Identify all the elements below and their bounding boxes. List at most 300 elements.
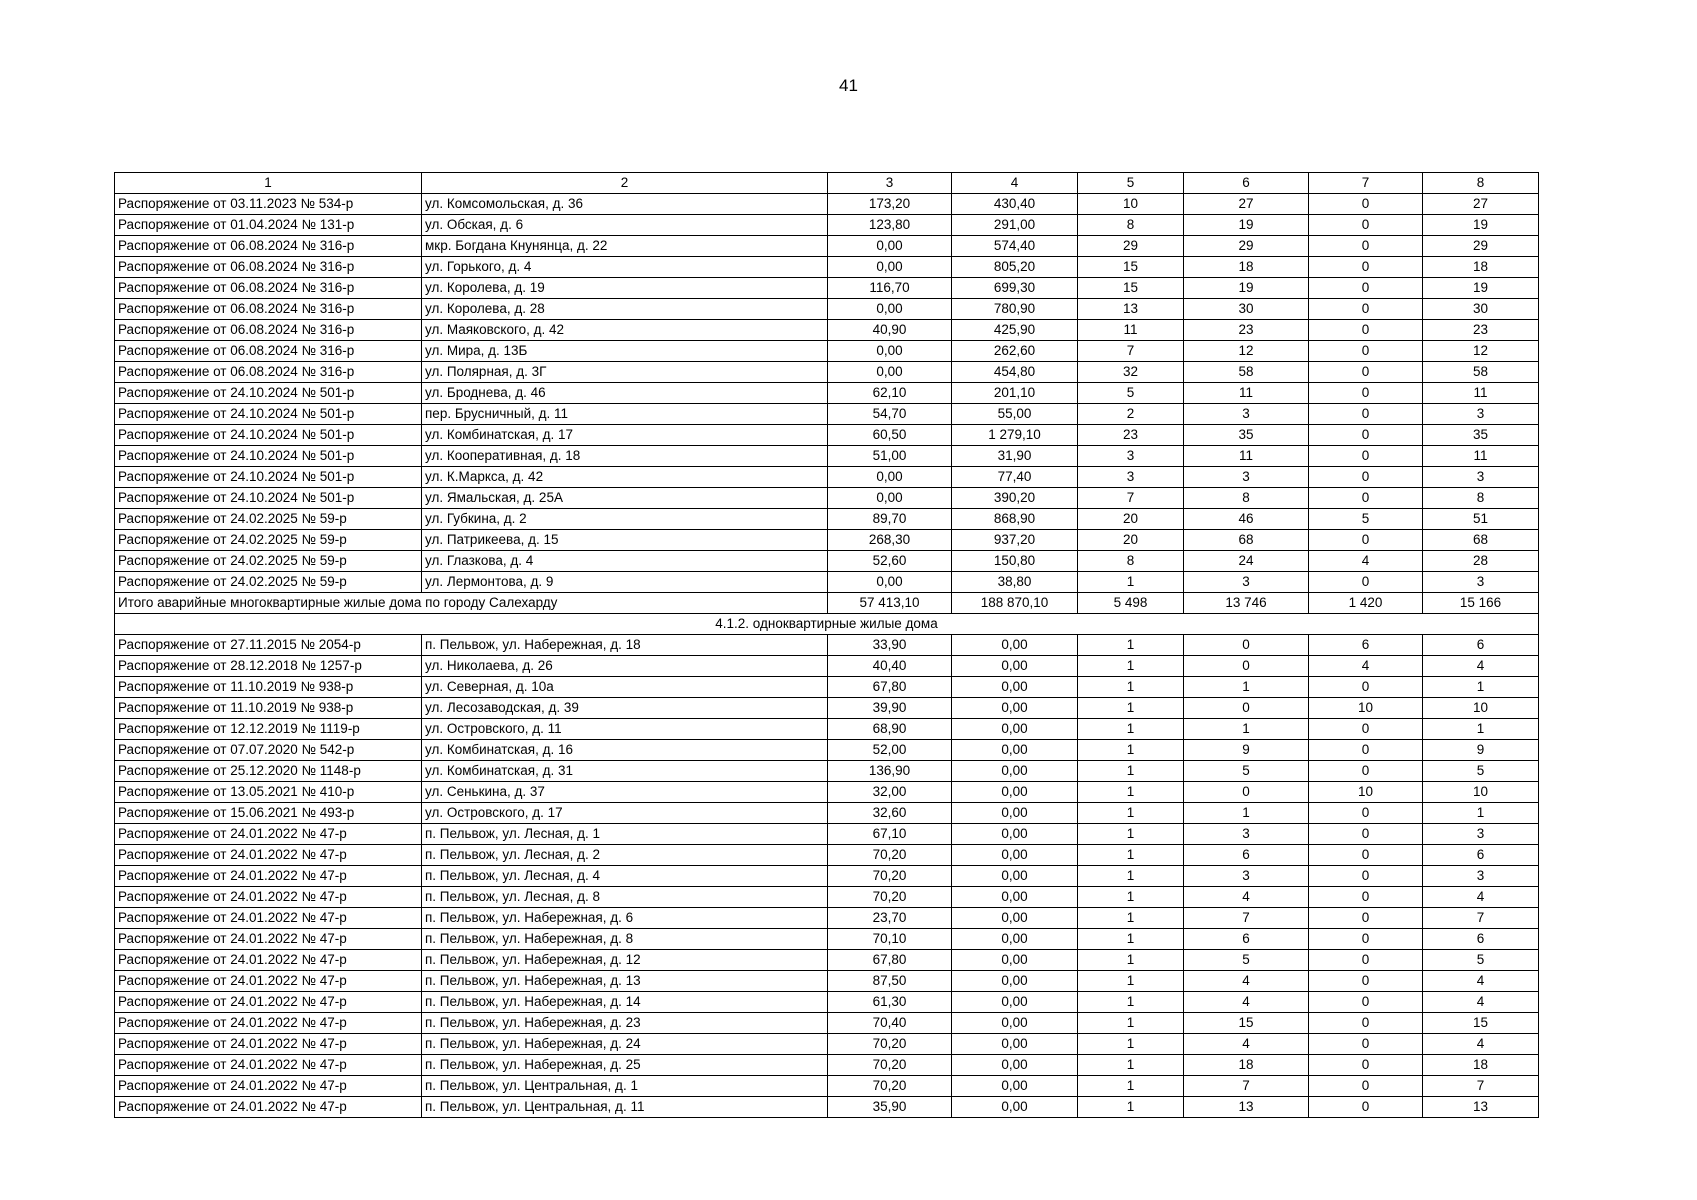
table-cell: 67,80 (828, 950, 952, 971)
table-cell: 6 (1423, 845, 1539, 866)
table-cell: Распоряжение от 24.10.2024 № 501-р (115, 467, 422, 488)
table-cell: Распоряжение от 24.01.2022 № 47-р (115, 1097, 422, 1118)
table-cell: 1 (1078, 908, 1184, 929)
table-cell: 0,00 (952, 635, 1078, 656)
table-cell: ул. К.Маркса, д. 42 (422, 467, 828, 488)
table-row (115, 950, 1539, 971)
table-cell: Распоряжение от 11.10.2019 № 938-р (115, 677, 422, 698)
table-cell: 2 (1078, 404, 1184, 425)
table-row (115, 488, 1539, 509)
table-cell: 55,00 (952, 404, 1078, 425)
table-cell: 1 (1184, 677, 1309, 698)
table-cell: 11 (1184, 446, 1309, 467)
table-row (115, 1076, 1539, 1097)
table-cell: Распоряжение от 24.10.2024 № 501-р (115, 404, 422, 425)
table-cell: 23,70 (828, 908, 952, 929)
table-cell: ул. Обская, д. 6 (422, 215, 828, 236)
table-cell: Распоряжение от 11.10.2019 № 938-р (115, 698, 422, 719)
table-cell: 425,90 (952, 320, 1078, 341)
table-cell: ул. Сенькина, д. 37 (422, 782, 828, 803)
table-cell: Распоряжение от 24.10.2024 № 501-р (115, 488, 422, 509)
table-cell: Распоряжение от 12.12.2019 № 1119-р (115, 719, 422, 740)
table-cell: 87,50 (828, 971, 952, 992)
table-cell: 0 (1309, 1097, 1423, 1118)
table-cell: 0 (1309, 257, 1423, 278)
table-cell: 11 (1184, 383, 1309, 404)
table-cell: 52,60 (828, 551, 952, 572)
table-row (115, 635, 1539, 656)
table-cell: ул. Глазкова, д. 4 (422, 551, 828, 572)
table-cell: 0 (1309, 950, 1423, 971)
table-cell: 4 (1309, 551, 1423, 572)
table-cell: Распоряжение от 25.12.2020 № 1148-р (115, 761, 422, 782)
table-cell: 30 (1184, 299, 1309, 320)
table-cell: 9 (1423, 740, 1539, 761)
table-cell: 0 (1309, 1055, 1423, 1076)
table-cell: 0 (1309, 845, 1423, 866)
table-cell: ул. Ямальская, д. 25А (422, 488, 828, 509)
table-cell: Распоряжение от 24.02.2025 № 59-р (115, 509, 422, 530)
table-cell: Распоряжение от 24.01.2022 № 47-р (115, 1013, 422, 1034)
table-cell: 28 (1423, 551, 1539, 572)
table-cell: 0 (1309, 866, 1423, 887)
table-cell: 51,00 (828, 446, 952, 467)
table-cell: п. Пельвож, ул. Набережная, д. 23 (422, 1013, 828, 1034)
table-cell: п. Пельвож, ул. Набережная, д. 24 (422, 1034, 828, 1055)
table-row (115, 824, 1539, 845)
table-cell: ул. Северная, д. 10а (422, 677, 828, 698)
table-row (115, 782, 1539, 803)
table-cell: 35 (1184, 425, 1309, 446)
table-cell: 0,00 (952, 1034, 1078, 1055)
table-cell: 12 (1423, 341, 1539, 362)
table-cell: Распоряжение от 24.01.2022 № 47-р (115, 845, 422, 866)
table-cell: 0,00 (952, 971, 1078, 992)
table-cell: 5 (1184, 761, 1309, 782)
table-cell: 0 (1309, 299, 1423, 320)
table-row (115, 992, 1539, 1013)
table-cell: 0 (1309, 425, 1423, 446)
table-cell: 780,90 (952, 299, 1078, 320)
total-value: 13 746 (1184, 593, 1309, 614)
table-cell: 13 (1078, 299, 1184, 320)
table-cell: 3 (1423, 404, 1539, 425)
table-cell: 7 (1423, 1076, 1539, 1097)
table-cell: 0,00 (828, 488, 952, 509)
table-cell: 3 (1423, 467, 1539, 488)
table-cell: 20 (1078, 509, 1184, 530)
table-cell: Распоряжение от 15.06.2021 № 493-р (115, 803, 422, 824)
table-row (115, 194, 1539, 215)
table-cell: Распоряжение от 24.01.2022 № 47-р (115, 1076, 422, 1097)
table-cell: 1 (1078, 1055, 1184, 1076)
table-cell: ул. Комбинатская, д. 16 (422, 740, 828, 761)
table-row (115, 299, 1539, 320)
table-cell: 18 (1423, 1055, 1539, 1076)
table-cell: 4 (1184, 992, 1309, 1013)
table-cell: 0,00 (952, 698, 1078, 719)
table-cell: 150,80 (952, 551, 1078, 572)
total-value: 57 413,10 (828, 593, 952, 614)
table-cell: 1 (1078, 782, 1184, 803)
table-cell: 24 (1184, 551, 1309, 572)
table-cell: 0,00 (952, 845, 1078, 866)
table-cell: 4 (1184, 971, 1309, 992)
table-cell: п. Пельвож, ул. Набережная, д. 6 (422, 908, 828, 929)
table-cell: 11 (1423, 383, 1539, 404)
table-cell: ул. Горького, д. 4 (422, 257, 828, 278)
table-cell: ул. Королева, д. 28 (422, 299, 828, 320)
table-cell: 4 (1423, 887, 1539, 908)
table-cell: 0,00 (952, 803, 1078, 824)
table-row (115, 320, 1539, 341)
table-cell: 1 (1184, 803, 1309, 824)
table-cell: 32,00 (828, 782, 952, 803)
table-cell: 15 (1184, 1013, 1309, 1034)
table-cell: 15 (1078, 278, 1184, 299)
table-cell: Распоряжение от 24.10.2024 № 501-р (115, 383, 422, 404)
table-cell: 0 (1309, 530, 1423, 551)
table-cell: 0 (1309, 383, 1423, 404)
table-cell: 0 (1184, 656, 1309, 677)
table-cell: 0 (1309, 740, 1423, 761)
table-cell: 1 (1078, 950, 1184, 971)
table-row (115, 341, 1539, 362)
table-row (115, 971, 1539, 992)
table-cell: 0 (1309, 236, 1423, 257)
table-cell: Распоряжение от 06.08.2024 № 316-р (115, 341, 422, 362)
table-cell: 13 (1423, 1097, 1539, 1118)
table-cell: 4 (1184, 1034, 1309, 1055)
table-cell: 805,20 (952, 257, 1078, 278)
table-cell: 15 (1078, 257, 1184, 278)
table-row (115, 908, 1539, 929)
table-row (115, 467, 1539, 488)
table-row (115, 803, 1539, 824)
table-cell: 3 (1078, 467, 1184, 488)
table-cell: Распоряжение от 24.10.2024 № 501-р (115, 446, 422, 467)
table-cell: п. Пельвож, ул. Набережная, д. 13 (422, 971, 828, 992)
table-cell: 0,00 (952, 677, 1078, 698)
table-cell: 1 279,10 (952, 425, 1078, 446)
table-cell: 20 (1078, 530, 1184, 551)
table-row (115, 236, 1539, 257)
table-cell: 68,90 (828, 719, 952, 740)
table-cell: Распоряжение от 06.08.2024 № 316-р (115, 362, 422, 383)
table-cell: 54,70 (828, 404, 952, 425)
table-cell: ул. Маяковского, д. 42 (422, 320, 828, 341)
table-cell: 1 (1078, 572, 1184, 593)
table-cell: 699,30 (952, 278, 1078, 299)
table-cell: 5 (1184, 950, 1309, 971)
table-cell: 1 (1078, 929, 1184, 950)
table-row (115, 278, 1539, 299)
table-cell: ул. Королева, д. 19 (422, 278, 828, 299)
table-cell: 1 (1078, 635, 1184, 656)
section-heading: 4.1.2. одноквартирные жилые дома (115, 614, 1539, 635)
table-cell: 123,80 (828, 215, 952, 236)
table-cell: ул. Губкина, д. 2 (422, 509, 828, 530)
table-cell: 18 (1184, 1055, 1309, 1076)
table-cell: 0,00 (952, 1055, 1078, 1076)
table-cell: 1 (1078, 1013, 1184, 1034)
table-row (115, 530, 1539, 551)
table-cell: Распоряжение от 27.11.2015 № 2054-р (115, 635, 422, 656)
table-cell: 5 (1078, 383, 1184, 404)
table-cell: 19 (1184, 278, 1309, 299)
table-cell: 0 (1309, 1013, 1423, 1034)
table-cell: 3 (1423, 866, 1539, 887)
table-cell: п. Пельвож, ул. Набережная, д. 14 (422, 992, 828, 1013)
table-cell: 0 (1184, 698, 1309, 719)
table-cell: Распоряжение от 06.08.2024 № 316-р (115, 257, 422, 278)
table-cell: 70,20 (828, 845, 952, 866)
table-cell: 1 (1078, 1034, 1184, 1055)
table-cell: Распоряжение от 01.04.2024 № 131-р (115, 215, 422, 236)
table-cell: 19 (1423, 215, 1539, 236)
table-cell: п. Пельвож, ул. Центральная, д. 1 (422, 1076, 828, 1097)
table-cell: 0,00 (952, 1097, 1078, 1118)
table-cell: 10 (1078, 194, 1184, 215)
table-cell: 39,90 (828, 698, 952, 719)
table-cell: 23 (1078, 425, 1184, 446)
table-cell: 4 (1184, 887, 1309, 908)
column-number-cell: 1 (115, 173, 422, 194)
table-cell: 0,00 (828, 362, 952, 383)
table-cell: 70,20 (828, 1034, 952, 1055)
table-cell: 19 (1423, 278, 1539, 299)
table-cell: 937,20 (952, 530, 1078, 551)
table-row (115, 551, 1539, 572)
table-cell: ул. Броднева, д. 46 (422, 383, 828, 404)
table-cell: ул. Патрикеева, д. 15 (422, 530, 828, 551)
table-cell: Распоряжение от 24.02.2025 № 59-р (115, 530, 422, 551)
table-cell: 1 (1078, 761, 1184, 782)
table-cell: 3 (1184, 824, 1309, 845)
table-cell: 3 (1184, 404, 1309, 425)
table-cell: 0 (1309, 677, 1423, 698)
table-row (115, 362, 1539, 383)
table-cell: 7 (1184, 1076, 1309, 1097)
table-cell: 0 (1184, 635, 1309, 656)
total-value: 15 166 (1423, 593, 1539, 614)
table-row (115, 404, 1539, 425)
table-cell: 8 (1423, 488, 1539, 509)
table-cell: 0 (1309, 404, 1423, 425)
table-cell: 58 (1423, 362, 1539, 383)
table-cell: 3 (1184, 467, 1309, 488)
table-cell: 51 (1423, 509, 1539, 530)
table-cell: ул. Кооперативная, д. 18 (422, 446, 828, 467)
table-cell: 0 (1309, 341, 1423, 362)
table-cell: 0,00 (952, 866, 1078, 887)
table-cell: 0 (1309, 467, 1423, 488)
table-cell: 70,20 (828, 866, 952, 887)
column-number-cell: 2 (422, 173, 828, 194)
table-cell: 9 (1184, 740, 1309, 761)
table-cell: п. Пельвож, ул. Центральная, д. 11 (422, 1097, 828, 1118)
table-cell: Распоряжение от 13.05.2021 № 410-р (115, 782, 422, 803)
table-cell: Распоряжение от 24.01.2022 № 47-р (115, 824, 422, 845)
table-cell: ул. Комсомольская, д. 36 (422, 194, 828, 215)
section-heading-row (115, 614, 1539, 635)
table-cell: 4 (1309, 656, 1423, 677)
table-cell: 6 (1184, 929, 1309, 950)
table-cell: 0 (1309, 572, 1423, 593)
table-cell: ул. Комбинатская, д. 31 (422, 761, 828, 782)
table-cell: п. Пельвож, ул. Набережная, д. 8 (422, 929, 828, 950)
table-cell: 0 (1309, 1076, 1423, 1097)
table-cell: 67,80 (828, 677, 952, 698)
table-cell: 29 (1078, 236, 1184, 257)
table-cell: 0 (1309, 194, 1423, 215)
table-cell: 1 (1078, 824, 1184, 845)
table-cell: 430,40 (952, 194, 1078, 215)
table-cell: 58 (1184, 362, 1309, 383)
table-cell: 5 (1423, 950, 1539, 971)
table-cell: 1 (1078, 719, 1184, 740)
table-cell: ул. Островского, д. 11 (422, 719, 828, 740)
table-cell: 0,00 (952, 1013, 1078, 1034)
table-row (115, 383, 1539, 404)
table-cell: 0,00 (828, 257, 952, 278)
table-cell: Распоряжение от 24.01.2022 № 47-р (115, 908, 422, 929)
table-cell: 574,40 (952, 236, 1078, 257)
table-row (115, 929, 1539, 950)
table-cell: 52,00 (828, 740, 952, 761)
table-cell: Распоряжение от 24.02.2025 № 59-р (115, 551, 422, 572)
table-cell: 7 (1184, 908, 1309, 929)
table-cell: Распоряжение от 06.08.2024 № 316-р (115, 278, 422, 299)
table-cell: 1 (1078, 971, 1184, 992)
table-row (115, 845, 1539, 866)
table-cell: 32 (1078, 362, 1184, 383)
table-cell: ул. Лесозаводская, д. 39 (422, 698, 828, 719)
table-row (115, 866, 1539, 887)
table-cell: 1 (1078, 887, 1184, 908)
table-cell: 5 (1423, 761, 1539, 782)
table-cell: 268,30 (828, 530, 952, 551)
table-cell: 3 (1423, 824, 1539, 845)
table-cell: 38,80 (952, 572, 1078, 593)
column-number-cell: 7 (1309, 173, 1423, 194)
table-cell: 4 (1423, 1034, 1539, 1055)
table-cell: 1 (1184, 719, 1309, 740)
page-number: 41 (839, 76, 858, 95)
table-cell: 60,50 (828, 425, 952, 446)
table-cell: 0 (1309, 908, 1423, 929)
table-body (115, 173, 1539, 1118)
table-cell: 67,10 (828, 824, 952, 845)
table-cell: Распоряжение от 24.01.2022 № 47-р (115, 992, 422, 1013)
table-cell: 6 (1309, 635, 1423, 656)
table-cell: 11 (1078, 320, 1184, 341)
table-cell: 1 (1078, 992, 1184, 1013)
table-cell: п. Пельвож, ул. Лесная, д. 4 (422, 866, 828, 887)
table-cell: 0,00 (952, 950, 1078, 971)
table-row (115, 509, 1539, 530)
table-cell: 77,40 (952, 467, 1078, 488)
table-cell: 1 (1078, 803, 1184, 824)
table-cell: 18 (1184, 257, 1309, 278)
table-row (115, 719, 1539, 740)
table-cell: 0 (1184, 782, 1309, 803)
table-cell: 291,00 (952, 215, 1078, 236)
table-cell: 6 (1423, 929, 1539, 950)
table-cell: 1 (1423, 677, 1539, 698)
table-cell: 0,00 (828, 341, 952, 362)
table-cell: 46 (1184, 509, 1309, 530)
table-cell: 29 (1423, 236, 1539, 257)
table-cell: 0,00 (952, 782, 1078, 803)
table-cell: 40,90 (828, 320, 952, 341)
table-cell: 3 (1184, 572, 1309, 593)
table-cell: п. Пельвож, ул. Лесная, д. 1 (422, 824, 828, 845)
table-cell: 0,00 (828, 467, 952, 488)
table-cell: 173,20 (828, 194, 952, 215)
table-cell: 70,10 (828, 929, 952, 950)
table-cell: Распоряжение от 06.08.2024 № 316-р (115, 320, 422, 341)
column-number-cell: 3 (828, 173, 952, 194)
table-cell: 0,00 (952, 887, 1078, 908)
table-cell: 0,00 (952, 908, 1078, 929)
table-cell: Распоряжение от 24.01.2022 № 47-р (115, 929, 422, 950)
table-cell: 8 (1078, 551, 1184, 572)
table-cell: 6 (1184, 845, 1309, 866)
table-cell: Распоряжение от 28.12.2018 № 1257-р (115, 656, 422, 677)
table-cell: ул. Лермонтова, д. 9 (422, 572, 828, 593)
table-cell: 0,00 (952, 824, 1078, 845)
table-cell: 33,90 (828, 635, 952, 656)
table-cell: 31,90 (952, 446, 1078, 467)
table-cell: 0,00 (952, 656, 1078, 677)
table-cell: 68 (1423, 530, 1539, 551)
table-cell: Распоряжение от 24.01.2022 № 47-р (115, 866, 422, 887)
table-cell: Распоряжение от 24.01.2022 № 47-р (115, 971, 422, 992)
table-cell: 0 (1309, 929, 1423, 950)
table-cell: 0 (1309, 761, 1423, 782)
table-row (115, 446, 1539, 467)
table-cell: 0,00 (952, 740, 1078, 761)
table-cell: 70,20 (828, 1055, 952, 1076)
table-cell: Распоряжение от 06.08.2024 № 316-р (115, 236, 422, 257)
table-row (115, 656, 1539, 677)
table-cell: 0 (1309, 320, 1423, 341)
table-cell: 0,00 (952, 992, 1078, 1013)
table-cell: мкр. Богдана Кнунянца, д. 22 (422, 236, 828, 257)
table-cell: 15 (1423, 1013, 1539, 1034)
column-number-cell: 8 (1423, 173, 1539, 194)
table-row (115, 698, 1539, 719)
table-cell: 11 (1423, 446, 1539, 467)
table-cell: п. Пельвож, ул. Лесная, д. 8 (422, 887, 828, 908)
table-cell: 0 (1309, 719, 1423, 740)
table-cell: 10 (1309, 698, 1423, 719)
table-cell: Распоряжение от 07.07.2020 № 542-р (115, 740, 422, 761)
table-cell: 390,20 (952, 488, 1078, 509)
table-cell: 10 (1423, 782, 1539, 803)
table-cell: 0 (1309, 488, 1423, 509)
table-cell: 70,20 (828, 1076, 952, 1097)
table-cell: 68 (1184, 530, 1309, 551)
table-cell: 1 (1078, 845, 1184, 866)
table-cell: 3 (1078, 446, 1184, 467)
table-cell: 4 (1423, 656, 1539, 677)
table-cell: 32,60 (828, 803, 952, 824)
table-cell: Распоряжение от 24.01.2022 № 47-р (115, 887, 422, 908)
table-cell: ул. Мира, д. 13Б (422, 341, 828, 362)
table-cell: 1 (1078, 656, 1184, 677)
